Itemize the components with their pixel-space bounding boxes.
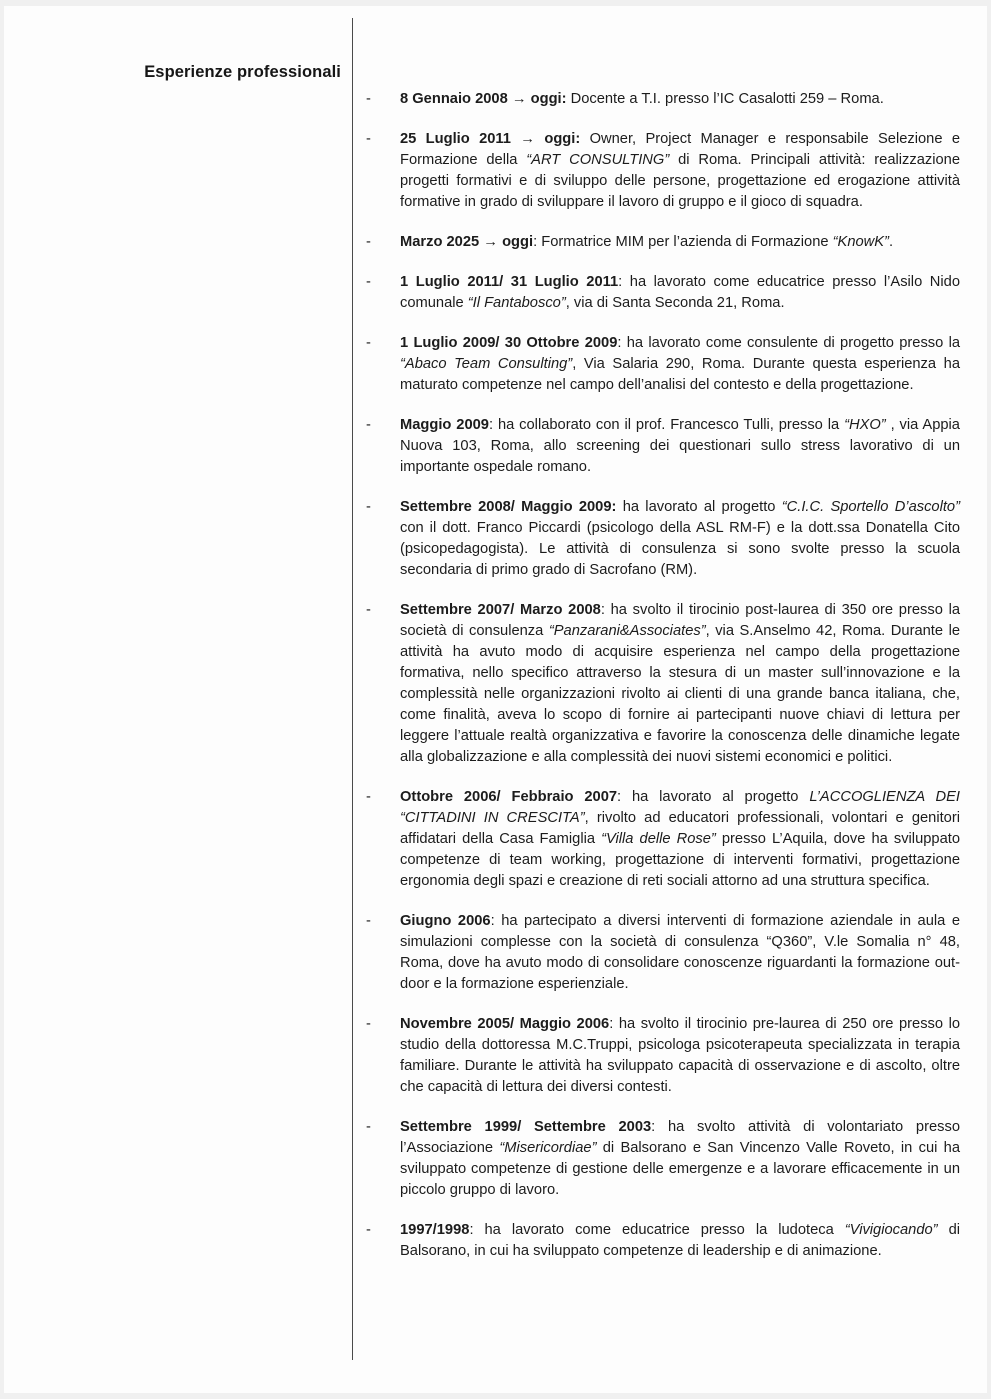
experience-description: ha lavorato al progetto xyxy=(616,499,782,515)
bullet-dash: - xyxy=(366,335,371,351)
bullet-dash: - xyxy=(366,789,371,805)
experience-text xyxy=(400,1117,960,1201)
experience-text xyxy=(400,333,960,396)
organization-name: “C.I.C. Sportello D’ascolto” xyxy=(781,499,960,515)
experience-date: Settembre 1999/ Settembre 2003 xyxy=(400,1119,652,1135)
experience-description: . xyxy=(888,234,894,250)
experience-description: : ha lavorato al progetto xyxy=(617,789,810,805)
bullet-dash: - xyxy=(366,131,371,147)
experience-list xyxy=(366,89,960,1281)
experience-item xyxy=(366,333,960,396)
experience-item xyxy=(366,272,960,314)
experience-description: : ha svolto il tirocinio pre-laurea di 250 ore presso lo studio della dottoressa M.C.Truppi, psicologa psicoterapeuta specializzata in terapia familiare. Durante le attività ha sviluppato capacità di osservazione e di ascolto, oltre che capacità di lettura dei diversi contesti. xyxy=(400,1016,961,1095)
experience-date: 8 Gennaio 2008 xyxy=(400,91,508,107)
experience-date: Ottobre 2006/ Febbraio 2007 xyxy=(400,789,618,805)
experience-description: Owner, Project Manager e responsabile Selezione e Formazione della xyxy=(400,131,960,168)
bullet-dash: - xyxy=(366,913,371,929)
experience-description: : Formatrice MIM per l’azienda di Formazione xyxy=(533,234,833,250)
experience-date: 1 Luglio 2011/ 31 Luglio 2011 xyxy=(400,274,619,290)
experience-description: → xyxy=(507,91,531,107)
organization-name: “Panzarani&Associates” xyxy=(548,623,706,639)
bullet-dash: - xyxy=(366,234,371,250)
organization-name: “Abaco Team Consulting” xyxy=(400,356,573,372)
section-heading: Esperienze professionali xyxy=(144,63,341,81)
experience-item xyxy=(366,600,960,768)
experience-item xyxy=(366,1220,960,1262)
experience-description: con il dott. Franco Piccardi (psicologo della ASL RM-F) e la dott.ssa Donatella Cito (psicopedagogista). Le attività di consulenza si sono svolte presso la scuola secondaria di primo grado di Sacrofano (RM). xyxy=(400,520,960,578)
experience-date: oggi xyxy=(502,234,534,250)
vertical-divider xyxy=(352,18,353,1360)
experience-description: → xyxy=(479,234,503,250)
experience-description: di Balsorano e San Vincenzo Valle Roveto, in cui ha sviluppato competenze di gestione delle emergenze e a lavorare efficacemente in un piccolo gruppo di lavoro. xyxy=(400,1140,960,1198)
experience-date: 1997/1998 xyxy=(400,1222,470,1238)
experience-text xyxy=(400,89,960,110)
bullet-dash: - xyxy=(366,602,371,618)
experience-description: : ha partecipato a diversi interventi di formazione aziendale in aula e simulazioni complesse con la società di consulenza “Q360”, V.le Somalia n° 48, Roma, dove ha avuto modo di consolidare conoscenze riguardanti la formazione out-door e la formazione esperienziale. xyxy=(400,913,960,992)
experience-date: Marzo 2025 xyxy=(400,234,480,250)
organization-name: “Villa delle Rose” xyxy=(601,831,716,847)
experience-date: 25 Luglio 2011 xyxy=(400,131,511,147)
experience-text xyxy=(400,129,960,213)
experience-text xyxy=(400,415,960,478)
experience-description: , rivolto ad educatori professionali, volontari e genitori affidatari della Casa Famiglia xyxy=(400,810,960,847)
experience-date: Novembre 2005/ Maggio 2006 xyxy=(400,1016,610,1032)
experience-description: : ha svolto attività di volontariato presso l’Associazione xyxy=(400,1119,960,1156)
experience-description: : ha svolto il tirocinio post-laurea di 350 ore presso la società di consulenza xyxy=(400,602,961,639)
experience-item xyxy=(366,787,960,892)
experience-description: : ha collaborato con il prof. Francesco Tulli, presso la xyxy=(488,417,845,433)
experience-item xyxy=(366,911,960,995)
experience-item xyxy=(366,129,960,213)
bullet-dash: - xyxy=(366,1222,371,1238)
experience-text xyxy=(400,600,960,768)
experience-description: , via Appia Nuova 103, Roma, allo screening dei questionari sullo stress lavorativo di un importante ospedale romano. xyxy=(400,417,960,475)
experience-text xyxy=(400,787,960,892)
bullet-dash: - xyxy=(366,274,371,290)
experience-date: Settembre 2007/ Marzo 2008 xyxy=(400,602,601,618)
experience-date: oggi: xyxy=(530,91,567,107)
experience-date: 1 Luglio 2009/ 30 Ottobre 2009 xyxy=(400,335,618,351)
experience-text xyxy=(400,272,960,314)
experience-text xyxy=(400,1014,960,1098)
experience-description: : ha lavorato come consulente di progetto presso la xyxy=(617,335,960,351)
organization-name: “Vivigiocando” xyxy=(844,1222,938,1238)
experience-description: → xyxy=(510,131,545,147)
experience-description: : ha lavorato come educatrice presso la ludoteca xyxy=(469,1222,845,1238)
experience-description: , Via Salaria 290, Roma. Durante questa esperienza ha maturato competenze nel campo dell’analisi del contesto e della progettazione. xyxy=(400,356,960,393)
bullet-dash: - xyxy=(366,1119,371,1135)
experience-item xyxy=(366,232,960,253)
experience-item xyxy=(366,497,960,581)
organization-name: “HXO” xyxy=(844,417,886,433)
experience-description: presso L’Aquila, dove ha sviluppato competenze di team working, progettazione di interventi formativi, progettazione ergonomia degli spazi e creazione di reti sociali attorno ad una struttura specifica. xyxy=(400,831,960,889)
experience-date: Giugno 2006 xyxy=(400,913,491,929)
experience-date: Maggio 2009 xyxy=(400,417,489,433)
cv-page xyxy=(4,6,987,1393)
experience-item xyxy=(366,1014,960,1098)
experience-description: di Balsorano, in cui ha sviluppato competenze di leadership e di animazione. xyxy=(400,1222,961,1259)
experience-text xyxy=(400,1220,960,1262)
organization-name: “Misericordiae” xyxy=(499,1140,597,1156)
experience-description: Docente a T.I. presso l’IC Casalotti 259 – Roma. xyxy=(566,91,884,107)
organization-name: “Il Fantabosco” xyxy=(467,295,566,311)
bullet-dash: - xyxy=(366,499,371,515)
bullet-dash: - xyxy=(366,417,371,433)
experience-text xyxy=(400,232,960,253)
organization-name: “ART CONSULTING” xyxy=(526,152,670,168)
bullet-dash: - xyxy=(366,91,371,107)
experience-description: : ha lavorato come educatrice presso l’Asilo Nido comunale xyxy=(400,274,960,311)
experience-date: oggi: xyxy=(544,131,581,147)
experience-description: , via di Santa Seconda 21, Roma. xyxy=(565,295,785,311)
experience-text xyxy=(400,911,960,995)
experience-text xyxy=(400,497,960,581)
experience-date: Settembre 2008/ Maggio 2009: xyxy=(400,499,617,515)
experience-description: , via S.Anselmo 42, Roma. Durante le attività ha avuto modo di acquisire esperienza nel campo della progettazione formativa, nello specifico attraverso la stesura di un master sull’innovazione e la complessità nelle organizzazioni rivolto ai clienti di una grande banca italiana, che, come finalità, aveva lo scopo di fornire ai partecipanti nuove chiavi di lettura per leggere l’attuale realtà organizzativa e favorire la conoscenza delle dinamiche legate alla globalizzazione e alla complessità dei nuovi sistemi economici e politici. xyxy=(400,623,960,765)
experience-item xyxy=(366,415,960,478)
organization-name: L’ACCOGLIENZA DEI “CITTADINI IN CRESCITA” xyxy=(400,789,961,826)
bullet-dash: - xyxy=(366,1016,371,1032)
experience-item xyxy=(366,89,960,110)
organization-name: “KnowK” xyxy=(832,234,889,250)
experience-description: di Roma. Principali attività: realizzazione progetti formativi e di sviluppo delle persone, progettazione ed erogazione attività formative in grado di sviluppare il lavoro di gruppo e il gioco di squadra. xyxy=(400,152,960,210)
experience-item xyxy=(366,1117,960,1201)
